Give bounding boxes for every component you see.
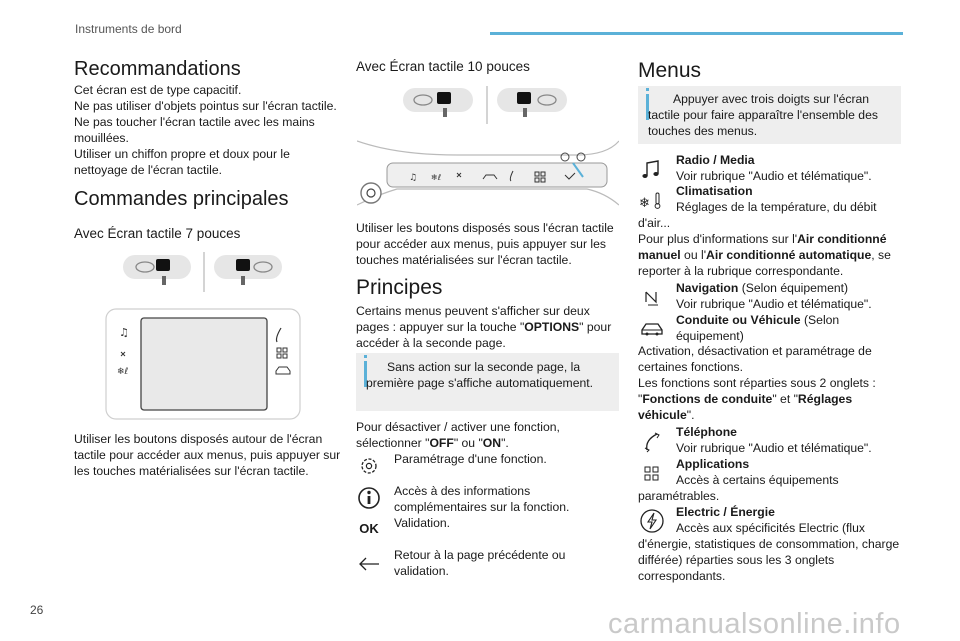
telephone-text: Voir rubrique "Audio et télématique". — [676, 441, 872, 455]
settings-icon — [355, 451, 383, 479]
menus-note-text: Appuyer avec trois doigts sur l'écran tactile pour faire apparaître l'ensemble des touches des menus. — [648, 92, 878, 138]
ok-icon: OK — [359, 521, 379, 536]
dashboard-buttons-10-illustration — [357, 135, 619, 210]
phone-icon — [638, 428, 666, 456]
electric-title: Electric / Énergie — [676, 505, 775, 519]
options-key-label: OPTIONS — [524, 320, 580, 334]
running-header: Instruments de bord — [75, 22, 182, 36]
svg-text:❄: ❄ — [639, 196, 650, 211]
menus-note — [638, 86, 901, 144]
watermark: carmanualsonline.info — [608, 608, 901, 640]
svg-text:♫: ♫ — [409, 173, 418, 183]
conduite-title: Conduite ou Véhicule — [676, 313, 801, 327]
svg-text:❄ℓ: ❄ℓ — [117, 367, 129, 377]
menus-heading: Menus — [638, 59, 702, 82]
steering-wheel-controls-illustration-7 — [118, 250, 288, 295]
settings-item-text: Paramétrage d'une fonction. — [394, 452, 547, 466]
touchscreen-7-illustration — [105, 308, 301, 420]
page-number: 26 — [30, 603, 44, 617]
svg-text:♫: ♫ — [119, 326, 129, 339]
commandes-heading: Commandes principales — [74, 188, 289, 210]
navigation-text: Voir rubrique "Audio et télématique". — [676, 297, 872, 311]
screen10-text: Utiliser les boutons disposés sous l'écran tactile pour accéder aux menus, puis appuyer sur les touches matérialisées sur l'écran tactile. — [356, 221, 614, 267]
principes-heading: Principes — [356, 276, 443, 299]
telephone-title: Téléphone — [676, 425, 737, 439]
info-item-text: Accès à des informations complémentaires sur la fonction. — [394, 484, 570, 514]
screen10-heading: Avec Écran tactile 10 pouces — [356, 59, 530, 74]
applications-title: Applications — [676, 457, 750, 471]
info-note — [356, 353, 619, 411]
screen7-text: Utiliser les boutons disposés autour de l'écran tactile pour accéder aux menus, puis appuyer sur les touches matérialisées sur l'écran tactile. — [74, 432, 341, 478]
recommandation-line: Ne pas utiliser d'objets pointus sur l'écran tactile. — [74, 99, 337, 113]
recommandations-heading: Recommandations — [74, 58, 241, 80]
info-note-text: Sans action sur la seconde page, la première page s'affiche automatiquement. — [366, 360, 594, 390]
steering-wheel-controls-illustration-10 — [395, 84, 575, 126]
info-icon — [355, 483, 383, 511]
clim-text: Réglages de la température, du débit d'air... — [638, 200, 877, 230]
radio-text: Voir rubrique "Audio et télématique". — [676, 169, 872, 183]
principes-text: Certains menus peuvent s'afficher sur deux pages : appuyer sur la touche "OPTIONS" pour accéder à la seconde page. — [356, 304, 612, 350]
music-note-icon — [638, 156, 666, 184]
recommandation-line: Utiliser un chiffon propre et doux pour le nettoyage de l'écran tactile. — [74, 147, 290, 177]
recommandation-line: Ne pas toucher l'écran tactile avec les mains mouillées. — [74, 115, 315, 145]
toggle-text: Pour désactiver / activer une fonction, sélectionner "OFF" ou "ON". — [356, 420, 560, 450]
navigation-arrow-icon — [638, 284, 666, 312]
recommandations-text — [74, 82, 344, 178]
back-arrow-icon — [355, 549, 383, 577]
applications-text: Accès à certains équipements paramétrables. — [638, 473, 839, 503]
back-item-text: Retour à la page précédente ou validation. — [394, 548, 566, 578]
recommandation-line: Cet écran est de type capacitif. — [74, 83, 242, 97]
screen7-heading: Avec Écran tactile 7 pouces — [74, 226, 241, 241]
navigation-title: Navigation — [676, 281, 739, 295]
svg-text:❄ℓ: ❄ℓ — [431, 173, 442, 182]
header-accent-bar — [490, 32, 903, 35]
radio-title: Radio / Media — [676, 153, 755, 167]
car-icon — [638, 316, 666, 344]
electric-text: Accès aux spécificités Electric (flux d'énergie, statistiques de consommation, charge différée) réparties sous les 3 onglets correspondants. — [638, 521, 900, 583]
conduite-text: Activation, désactivation et paramétrage de certaines fonctions. Les fonctions sont réparties sous 2 onglets : "Fonctions de conduite" et "Réglages véhicule". — [638, 344, 876, 422]
ok-item-text: Validation. — [394, 516, 451, 530]
clim-more-text: Pour plus d'informations sur l'Air conditionné manuel ou l'Air conditionné automatique, se reporter à la rubrique correspondante. — [638, 232, 891, 278]
clim-title: Climatisation — [676, 184, 753, 198]
